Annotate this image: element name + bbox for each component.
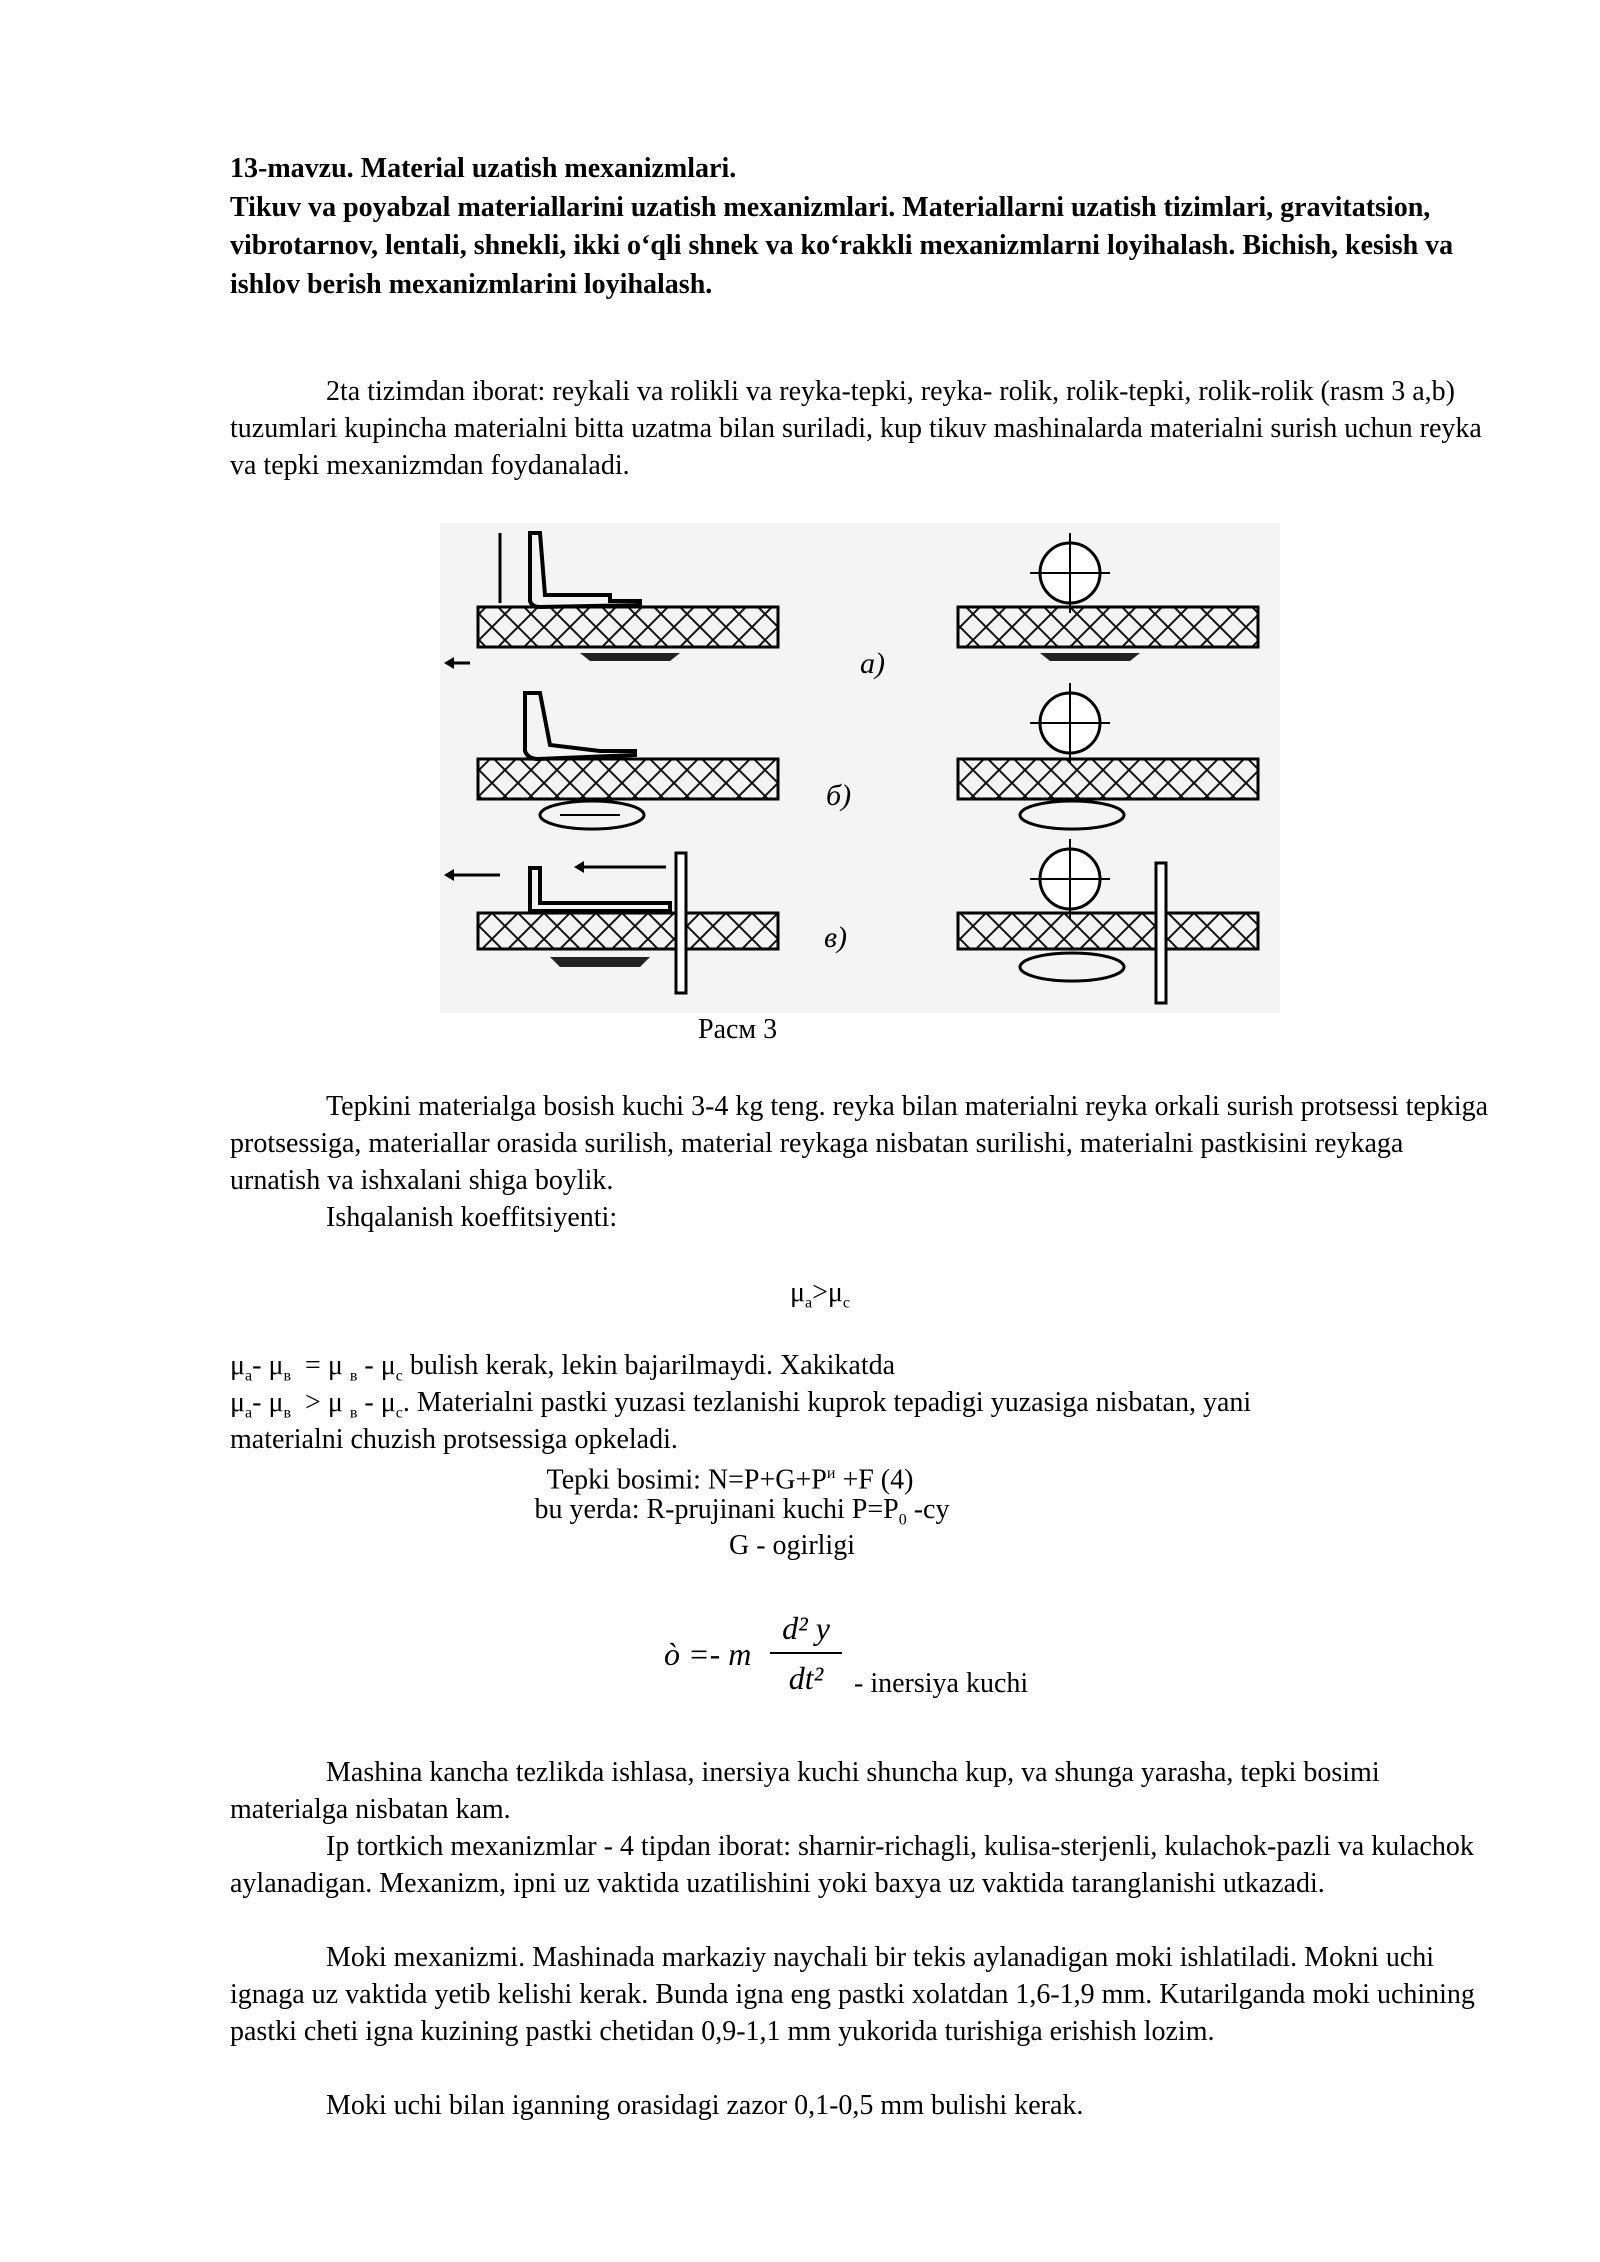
tepki-formula: Tepki bosimi: $N=P+G+P^и +F$ (4) (546, 1464, 914, 1496)
equation-line-3: materialni chuzish protsessiga opkeladi. (230, 1424, 678, 1455)
formula-lhs: ò =- m (664, 1636, 752, 1672)
topic-title: 13-mavzu. Material uzatish mexanizmlari. (230, 153, 737, 184)
heading (230, 150, 1490, 304)
buyerda-line: bu yerda: R-prujinani kuchi $P=P_0$ -cy (534, 1494, 950, 1529)
paragraph-4: Mashina kancha tezlikda ishlasa, inersiya kuchi shuncha kup, va shunga yarasha, tepki bosimi materialga nisbatan kam. (230, 1757, 1380, 1825)
label-a: а) (860, 647, 885, 680)
paragraph-7: Moki uchi bilan iganning orasidagi zazor 0,1-0,5 mm bulishi kerak. (326, 2090, 1084, 2121)
paragraph-2: Tepkini materialga bosish kuchi 3-4 kg teng. reyka bilan materialni reyka orkali surish protsessi tepkiga protsessiga, materiallar orasida surilish, material reykaga nisbatan surilishi, materialni pastkisini reykaga urnatish va ishxalani shiga boylik. (230, 1091, 1489, 1196)
paragraph-5: Ip tortkich mexanizmlar - 4 tipdan iborat: sharnir-richagli, kulisa-sterjenli, kulachok-pazli va kulachok aylanadigan. Mexanizm, ipni uz vaktida uzatilishini yoki baxya uz vaktida taranglanishi utkazadi. (230, 1831, 1474, 1899)
label-v: в) (824, 921, 848, 954)
formula-fraction: d² y dt² (766, 1606, 846, 1700)
label-b: б) (826, 779, 852, 812)
inertia-formula (664, 1606, 1084, 1706)
friction-inequality: $\mu_а>\mu_с$ (789, 1277, 851, 1312)
formula-label: - inersiya kuchi (854, 1668, 1029, 1699)
paragraph-6: Moki mexanizmi. Mashinada markaziy naychali bir tekis aylanadigan moki ishlatiladi. Mokni uchi ignaga uz vaktida yetib kelishi kerak. Bunda igna eng pastki xolatdan 1,6-1,9 mm. Kutarilganda moki uchining pastki cheti igna kuzining pastki chetidan 0,9-1,1 mm yukorida turishiga erishish lozim. (230, 1942, 1475, 2047)
equation-line-2: $\mu_а-$ $\mu_в > \mu$ $_в - \mu_с$. Materialni pastki yuzasi tezlanishi kuprok tepadigi yuzasiga nisbatan, yani (230, 1387, 1252, 1422)
paragraph-3: Ishqalanish koeffitsiyenti: (326, 1202, 618, 1233)
topic-subtitle: Tikuv va poyabzal materiallarini uzatish mexanizmlari. Materiallarni uzatish tizimlari, gravitatsion, vibrotarnov, lentali, shnekli, ikki o‘qli shnek va ko‘rakkli mexanizmlarni loyihalash. Bichish, kesish va ishlov berish mexanizmlarini loyihalash. (230, 191, 1454, 300)
figure-caption: Расм 3 (698, 1014, 778, 1045)
feed-mechanism-figure (440, 523, 1280, 1013)
equation-line-1: $\mu_а-$ $\mu_в = \mu$ $_в - \mu_с$ bulish kerak, lekin bajarilmaydi. Xakikatda (230, 1350, 896, 1385)
g-line: G - ogirligi (729, 1530, 855, 1561)
paragraph-1: 2ta tizimdan iborat: reykali va rolikli va reyka-tepki, reyka- rolik, rolik-tepki, rolik-rolik (rasm 3 a,b) tuzumlari kupincha materialni bitta uzatma bilan suriladi, kup tikuv mashinalarda materialni surish uchun reyka va tepki mexanizmdan foydanaladi. (230, 376, 1482, 481)
